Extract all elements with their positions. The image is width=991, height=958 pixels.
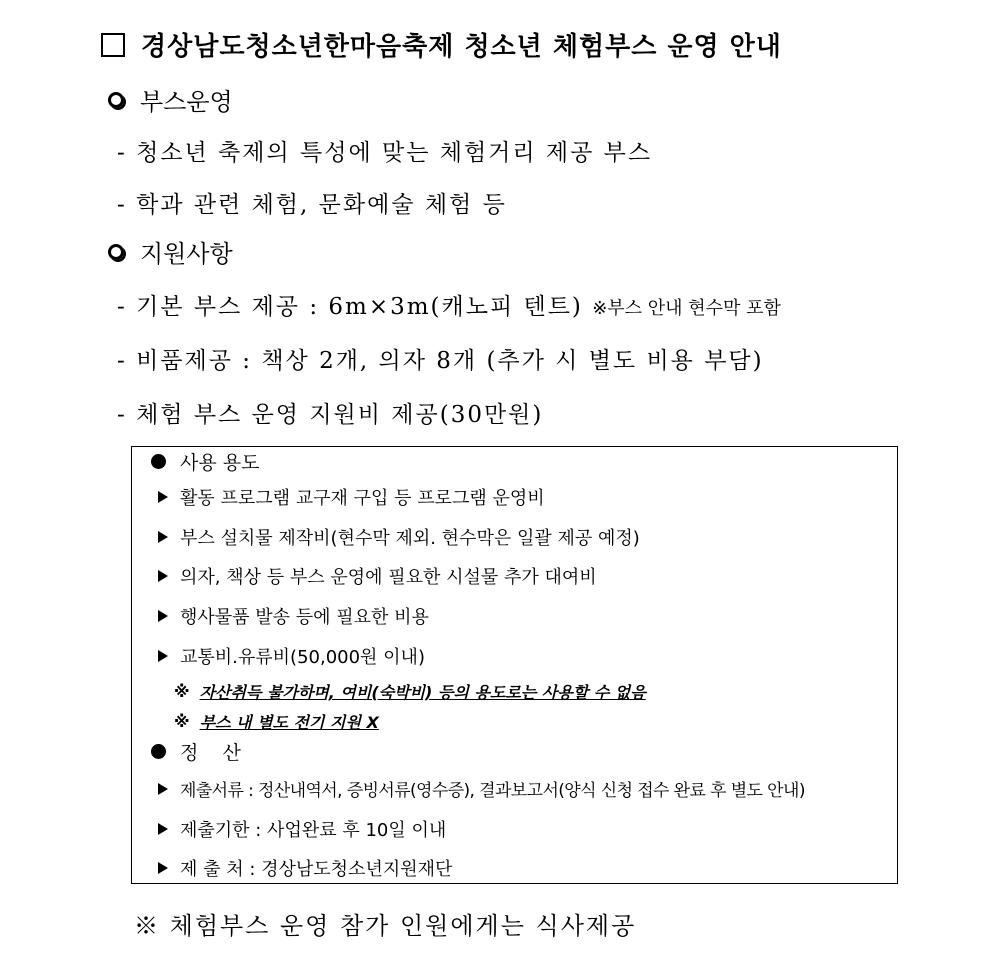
section-heading-support xyxy=(108,234,233,269)
triangle-bullet-icon xyxy=(158,862,168,874)
settlement-item xyxy=(158,816,446,842)
usage-heading-text: 사용 용도 xyxy=(180,452,260,474)
ring-bullet-icon xyxy=(108,92,124,108)
usage-item xyxy=(158,603,429,629)
support-line-booth-main: - 기본 부스 제공 : 6m×3m(캐노피 텐트) xyxy=(117,294,583,320)
settlement-item xyxy=(158,776,805,801)
triangle-bullet-icon xyxy=(158,570,168,582)
settlement-heading-text: 정 산 xyxy=(180,742,241,764)
settlement-item-text: 제 출 처 : 경상남도청소년지원재단 xyxy=(180,859,453,880)
reference-mark: ※ xyxy=(174,712,190,731)
section-heading-text: 지원사항 xyxy=(140,240,233,268)
support-line-booth-note: ※부스 안내 현수막 포함 xyxy=(592,298,781,319)
usage-heading xyxy=(151,448,259,475)
section-heading-booth xyxy=(108,82,233,117)
usage-item xyxy=(158,484,545,510)
usage-item-text: 의자, 책상 등 부스 운영에 필요한 시설물 추가 대여비 xyxy=(180,567,597,588)
settlement-heading xyxy=(151,738,241,765)
triangle-bullet-icon xyxy=(158,823,168,835)
booth-line-2: - 학과 관련 체험, 문화예술 체험 등 xyxy=(117,192,507,218)
usage-item-text: 활동 프로그램 교구재 구입 등 프로그램 운영비 xyxy=(180,488,545,509)
settlement-item-text: 제출서류 : 정산내역서, 증빙서류(영수증), 결과보고서(양식 신청 접수 완료 후 별도 안내) xyxy=(180,781,805,801)
usage-item xyxy=(158,524,640,550)
filled-circle-bullet-icon xyxy=(151,454,166,469)
triangle-bullet-icon xyxy=(158,610,168,622)
document-title xyxy=(101,26,782,63)
settlement-item-text: 제출기한 : 사업완료 후 10일 이내 xyxy=(180,820,447,841)
usage-item xyxy=(158,563,597,589)
usage-warning-text: 부스 내 별도 전기 지원 X xyxy=(199,713,379,732)
reference-mark: ※ xyxy=(174,682,190,701)
footer-note: ※ 체험부스 운영 참가 인원에게는 식사제공 xyxy=(134,912,637,940)
triangle-bullet-icon xyxy=(158,491,168,503)
ring-bullet-icon xyxy=(108,244,124,260)
section-heading-text: 부스운영 xyxy=(140,88,233,116)
triangle-bullet-icon xyxy=(158,650,168,662)
support-line-equipment: - 비품제공 : 책상 2개, 의자 8개 (추가 시 별도 비용 부담) xyxy=(117,348,764,374)
triangle-bullet-icon xyxy=(158,531,168,543)
usage-warning xyxy=(174,710,379,733)
filled-circle-bullet-icon xyxy=(151,744,166,759)
triangle-bullet-icon xyxy=(158,783,168,795)
title-text: 경상남도청소년한마음축제 청소년 체험부스 운영 안내 xyxy=(141,32,782,62)
usage-item xyxy=(158,643,425,669)
usage-item-text: 교통비.유류비(50,000원 이내) xyxy=(180,647,425,668)
usage-warning-text: 자산취득 불가하며, 여비(숙박비) 등의 용도로는 사용할 수 없음 xyxy=(199,683,646,702)
settlement-item xyxy=(158,855,452,881)
support-line-funding: - 체험 부스 운영 지원비 제공(30만원) xyxy=(117,402,544,428)
usage-item-text: 행사물품 발송 등에 필요한 비용 xyxy=(180,607,429,628)
usage-warning xyxy=(174,680,646,703)
support-line-booth xyxy=(117,288,781,321)
checkbox-square-icon xyxy=(101,33,125,57)
booth-line-1: - 청소년 축제의 특성에 맞는 체험거리 제공 부스 xyxy=(117,140,653,166)
usage-item-text: 부스 설치물 제작비(현수막 제외. 현수막은 일괄 제공 예정) xyxy=(180,528,640,549)
